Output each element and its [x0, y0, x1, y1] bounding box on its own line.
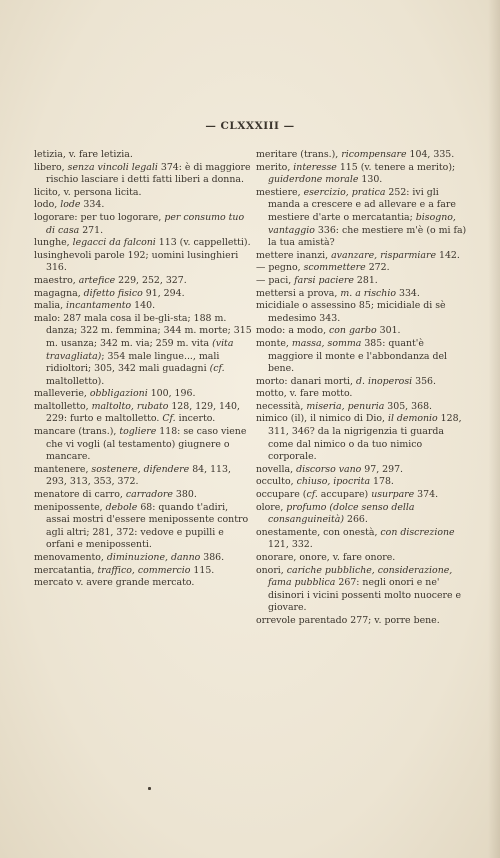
entry-text: onori, [256, 564, 287, 576]
entry-gloss-italic: obbligazioni [89, 388, 148, 400]
entry-text: incerto. [175, 413, 216, 425]
glossary-entry [34, 237, 252, 250]
entry-text: mercatantia, [34, 564, 98, 576]
entry-gloss-italic: maltolto, rubato [91, 400, 169, 412]
entry-text: 380. [172, 489, 197, 501]
entry-text: 128, 129, 140, 229: furto e maltolletto. [46, 400, 240, 425]
glossary-entry [256, 250, 472, 263]
entry-text: micidiale o assessino 85; micidiale di sè medesimo 343. [256, 300, 446, 324]
entry-gloss-italic: Cf. [162, 413, 176, 425]
entry-text: lodo, [34, 199, 61, 211]
glossary-entry [256, 275, 472, 288]
entry-text: letizia, v. fare letizia. [34, 149, 133, 160]
entry-gloss-italic: carradore [125, 489, 173, 501]
entry-text: ; 354 male lingue..., mali ridioltori; 305, 342 mali guadagni [46, 350, 220, 375]
entry-text: olore, [256, 501, 287, 513]
entry-gloss-italic: interesse [293, 161, 337, 173]
entry-text: necessità, [256, 400, 307, 412]
entry-text: mercato v. avere grande mercato. [34, 577, 195, 589]
entry-text: maltolletto, [34, 400, 92, 412]
entry-text: novella, [256, 463, 297, 475]
entry-text: 386. [200, 552, 225, 563]
glossary-entry [34, 464, 252, 489]
entry-text: 356. [412, 375, 436, 387]
entry-text: 334. [396, 287, 420, 299]
glossary-entry [34, 212, 252, 237]
entry-gloss-italic: sostenere, difendere [91, 463, 190, 475]
entry-gloss-italic: lode [60, 199, 81, 211]
entry-gloss-italic: m. a rischio [340, 287, 396, 299]
glossary-entry [256, 476, 472, 489]
entry-gloss-italic: difetto fisico [83, 287, 143, 299]
glossary-entry [256, 149, 472, 162]
glossary-entry [256, 376, 472, 389]
entry-text: 178. [370, 476, 394, 488]
glossary-entry [256, 527, 472, 552]
entry-gloss-italic: (vita travagliata) [46, 337, 234, 362]
entry-text: — pegno, [256, 262, 304, 274]
glossary-entry [256, 401, 472, 414]
entry-gloss-italic: con garbo [329, 325, 377, 337]
entry-gloss-italic: diminuzione, danno [106, 552, 201, 563]
entry-text: morto: danari morti, [256, 375, 356, 387]
entry-text: 266. [344, 514, 368, 526]
entry-text: mantenere, [34, 463, 92, 475]
glossary-entry [34, 388, 252, 401]
entry-gloss-italic: bisogno, vantaggio [268, 211, 456, 236]
entry-text: malo: 287 mala cosa il be-gli-sta; 188 m. danza; 322 m. femmina; 344 m. morte; 315 m. usanza; 342 m. via; 259 m. vita [34, 312, 252, 349]
glossary-entry [34, 401, 252, 426]
entry-text: 113 (v. cappelletti). [155, 237, 251, 249]
entry-gloss-italic: cf. [306, 489, 318, 501]
glossary-entry [256, 288, 472, 301]
glossary-left-column [34, 149, 252, 590]
entry-gloss-italic: miseria, penuria [306, 400, 385, 412]
entry-gloss-italic: il demonio [387, 413, 438, 425]
entry-text: 336: che mestiere m'è (o mi fa) la tua amistà? [268, 224, 467, 249]
entry-text: meritare (trans.), [256, 149, 342, 160]
entry-text: 121, 332. [268, 539, 313, 551]
entry-text: motto, v. fare motto. [256, 388, 353, 400]
entry-text: orrevole parentado 277; v. porre bene. [256, 614, 440, 626]
entry-text: lusinghevoli parole 192; uomini lusinghieri 316. [34, 249, 239, 274]
glossary-entry [34, 250, 252, 275]
entry-text: 118: se caso viene che vi vogli (al testamento) giugnere o mancare. [46, 426, 247, 463]
entry-text: — paci, [256, 274, 295, 286]
entry-gloss-italic: cariche pubbliche, considerazione, fama pubblica [268, 564, 453, 589]
entry-text: 271. [79, 224, 104, 236]
glossary-entry [256, 338, 472, 376]
entry-text: 115. [190, 564, 215, 576]
entry-text: 272. [365, 262, 390, 274]
glossary-entry [34, 275, 252, 288]
entry-text: onorare, onore, v. fare onore. [256, 552, 396, 563]
entry-gloss-italic: con discrezione [380, 526, 455, 538]
entry-gloss-italic: d. inoperosi [356, 375, 413, 387]
entry-gloss-italic: scommettere [303, 262, 366, 274]
glossary-entry [256, 502, 472, 527]
entry-text: maestro, [34, 274, 79, 286]
entry-gloss-italic: chiuso, ipocrita [296, 476, 371, 488]
glossary-entry [256, 388, 472, 401]
entry-text: 84, 113, 293, 313, 353, 372. [46, 463, 231, 488]
glossary-entry [256, 162, 472, 187]
entry-gloss-italic: togliere [119, 426, 157, 438]
glossary-entry [256, 615, 472, 628]
entry-text: 301. [376, 325, 401, 337]
entry-text: maltolletto). [46, 375, 105, 387]
glossary-right-column [256, 149, 472, 628]
entry-text: menatore di carro, [34, 489, 126, 501]
glossary-entry [256, 325, 472, 338]
glossary-entry [34, 199, 252, 212]
glossary-entry [256, 489, 472, 502]
entry-gloss-italic: per consumo tuo di casa [46, 211, 245, 236]
entry-text: modo: a modo, [256, 325, 330, 337]
entry-gloss-italic: ricompensare [341, 149, 407, 160]
entry-text: mestiere, [256, 186, 304, 198]
entry-gloss-italic: avanzare, risparmiare [331, 249, 436, 261]
entry-text: 142. [436, 249, 460, 261]
entry-text: mettere inanzi, [256, 249, 332, 261]
glossary-entry [34, 565, 252, 578]
entry-gloss-italic: artefice [78, 274, 116, 286]
entry-text: 68: quando t'adiri, assai mostri d'essere menipossente contro agli altri; 281, 372: vedove e pupilli e orfani e menipossenti. [46, 501, 249, 551]
ink-speck [148, 787, 151, 790]
entry-gloss-italic: farsi paciere [294, 274, 354, 286]
entry-gloss-italic: legacci da falconi [72, 237, 156, 249]
entry-text: logorare: per tuo logorare, [34, 211, 165, 223]
entry-text: menovamento, [34, 552, 107, 563]
glossary-entry [34, 149, 252, 162]
entry-text: mettersi a prova, [256, 287, 341, 299]
entry-text: merito, [256, 161, 294, 173]
entry-text: libero, [34, 161, 68, 173]
entry-text: 130. [358, 174, 383, 186]
glossary-entry [256, 552, 472, 565]
glossary-entry [256, 464, 472, 477]
glossary-entry [34, 489, 252, 502]
entry-text: occulto, [256, 476, 297, 488]
entry-gloss-italic: senza vincoli legali [67, 161, 158, 173]
entry-text: nimico (il), il nimico di Dio, [256, 413, 388, 425]
entry-text: 281. [353, 274, 378, 286]
entry-text: 374. [414, 489, 439, 501]
entry-gloss-italic: debole [105, 501, 138, 513]
glossary-entry [34, 552, 252, 565]
entry-text: 267: negli onori e ne' disinori i vicini possenti molto nuocere e giovare. [268, 577, 462, 614]
page-number-header: — CLXXXIII — [205, 120, 295, 132]
glossary-entry [34, 187, 252, 200]
entry-text: onestamente, con onestà, [256, 526, 381, 538]
entry-text: 252: ivi gli manda a crescere e ad allevare e a fare mestiere d'arte o mercatantia; [268, 186, 456, 223]
entry-gloss-italic: (cf. [209, 363, 225, 375]
entry-gloss-italic: incantamento [66, 300, 132, 312]
entry-text: 115 (v. tenere a merito); [336, 161, 456, 173]
entry-gloss-italic: profumo (dolce senso della consanguineità) [268, 501, 415, 526]
entry-text: mancare (trans.), [34, 426, 120, 438]
entry-text: 128, 311, 346? da la nigrigenzia ti guarda come dal nimico o da tuo nimico corporale. [268, 413, 462, 463]
entry-text: magagna, [34, 287, 84, 299]
glossary-entry [34, 162, 252, 187]
entry-text: 140. [131, 300, 156, 312]
entry-text: 374: è di maggiore rischio lasciare i detti fatti liberi a donna. [46, 161, 251, 186]
entry-text: 91, 294. [142, 287, 185, 299]
entry-text: occupare ( [256, 489, 307, 501]
entry-gloss-italic: traffico, commercio [97, 564, 191, 576]
entry-gloss-italic: usurpare [371, 489, 415, 501]
entry-text: 100, 196. [147, 388, 196, 400]
glossary-entry [34, 313, 252, 389]
glossary-entry [256, 565, 472, 615]
glossary-entry [34, 577, 252, 590]
entry-text: 334. [80, 199, 105, 211]
entry-text: 305, 368. [384, 400, 433, 412]
entry-text: 385: quant'è maggiore il monte e l'abbondanza del bene. [268, 337, 448, 375]
glossary-entry [34, 426, 252, 464]
entry-gloss-italic: massa, somma [291, 337, 362, 349]
entry-text: 97, 297. [361, 463, 404, 475]
entry-text: accupare) [317, 489, 372, 501]
entry-text: 104, 335. [406, 149, 455, 160]
glossary-entry [34, 300, 252, 313]
entry-gloss-italic: discorso vano [296, 463, 362, 475]
glossary-entry [256, 300, 472, 325]
entry-text: lunghe, [34, 237, 73, 249]
entry-gloss-italic: guiderdone morale [268, 174, 359, 186]
entry-text: monte, [256, 337, 292, 349]
entry-gloss-italic: esercizio, pratica [303, 186, 386, 198]
glossary-entry [256, 413, 472, 463]
glossary-entry [256, 187, 472, 250]
entry-text: licito, v. persona licita. [34, 186, 142, 198]
entry-text: malia, [34, 300, 67, 312]
entry-text: malleverie, [34, 388, 90, 400]
glossary-entry [34, 502, 252, 552]
entry-text: menipossente, [34, 501, 106, 513]
entry-text: 229, 252, 327. [115, 274, 187, 286]
glossary-entry [256, 262, 472, 275]
glossary-entry [34, 288, 252, 301]
